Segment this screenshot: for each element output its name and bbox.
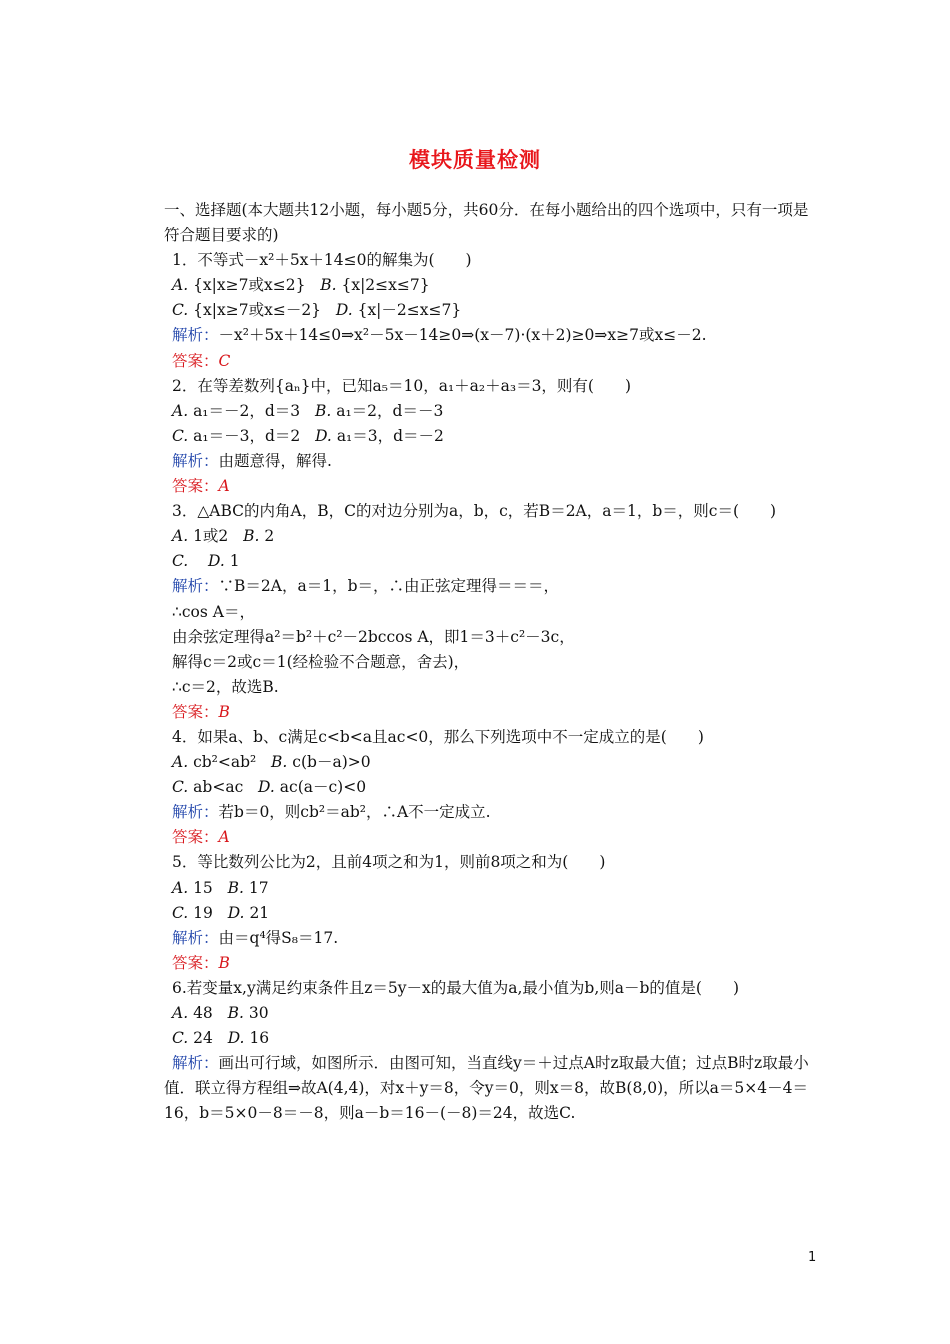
question-5-options-ab: A. 15 B. 17 bbox=[172, 878, 269, 897]
analysis-label: 解析： bbox=[172, 803, 219, 822]
question-1-options-cd: C. {x|x≥7或x≤－2} D. {x|－2≤x≤7} bbox=[172, 301, 462, 320]
answer-label: 答案： bbox=[172, 702, 219, 721]
question-3-answer: 答案：B bbox=[172, 702, 230, 721]
option-c: 19 bbox=[193, 903, 213, 922]
question-4-stem: 4．如果a、b、c满足c<b<a且ac<0，那么下列选项中不一定成立的是( ) bbox=[172, 727, 704, 746]
analysis-label: 解析： bbox=[172, 577, 219, 596]
section-intro: 一、选择题(本大题共12小题，每小题5分，共60分．在每小题给出的四个选项中，只有一项是符合题目要求的) bbox=[164, 201, 809, 245]
option-c: 24 bbox=[193, 1029, 213, 1048]
answer-label: 答案： bbox=[172, 828, 219, 847]
option-d: 16 bbox=[249, 1029, 270, 1048]
question-3-options-cd: C. D. 1 bbox=[172, 552, 240, 571]
question-list bbox=[164, 198, 820, 1126]
option-d: a₁＝3，d＝－2 bbox=[336, 426, 444, 445]
question-2-options-cd: C. a₁＝－3，d＝2 D. a₁＝3，d＝－2 bbox=[172, 426, 444, 445]
question-3-analysis-line-3: 由余弦定理得a²＝b²＋c²－2bccos A，即1＝3＋c²－3c， bbox=[172, 627, 575, 646]
answer-label: 答案： bbox=[172, 477, 219, 496]
option-a: 15 bbox=[193, 878, 213, 897]
question-3-analysis-line-2: ∴cos A＝， bbox=[172, 602, 255, 621]
option-c: a₁＝－3，d＝2 bbox=[193, 426, 301, 445]
question-2-analysis: 解析：由题意得，解得. bbox=[172, 451, 332, 470]
page-title: 模块质量检测 bbox=[409, 147, 541, 172]
option-b: 30 bbox=[248, 1004, 269, 1022]
question-5-options-cd: C. 19 D. 21 bbox=[172, 903, 270, 922]
question-1-stem: 1．不等式－x²＋5x＋14≤0的解集为( ) bbox=[172, 251, 472, 270]
question-4-analysis: 解析：若b＝0，则cb²＝ab²，∴A不一定成立. bbox=[172, 803, 491, 822]
question-6-stem: 6.若变量x,y满足约束条件且z＝5y－x的最大值为a,最小值为b,则a－b的值是( ) bbox=[172, 978, 740, 997]
option-a: a₁＝－2，d＝3 bbox=[193, 401, 301, 420]
option-a: 1或2 bbox=[193, 527, 229, 546]
option-a: {x|x≥7或x≤2} bbox=[193, 276, 306, 295]
analysis-label: 解析： bbox=[172, 326, 219, 345]
analysis-label: 解析： bbox=[172, 928, 219, 947]
question-4-options-ab: A. cb²<ab² B. c(b－a)>0 bbox=[172, 753, 371, 772]
option-b: a₁＝2，d＝－3 bbox=[336, 401, 444, 420]
option-a: cb²<ab² bbox=[193, 753, 257, 772]
question-3-analysis: 解析：∵B＝2A，a＝1，b＝，∴由正弦定理得＝＝＝， bbox=[172, 577, 559, 596]
question-2-stem: 2．在等差数列{aₙ}中，已知a₅＝10，a₁＋a₂＋a₃＝3，则有( ) bbox=[172, 376, 632, 395]
option-b: 2 bbox=[264, 527, 275, 546]
option-b: 17 bbox=[248, 878, 269, 897]
question-3-options-ab: A. 1或2 B. 2 bbox=[172, 527, 275, 546]
question-4-options-cd: C. ab<ac D. ac(a－c)<0 bbox=[172, 778, 367, 797]
option-d: 21 bbox=[249, 903, 270, 922]
analysis-label: 解析： bbox=[172, 1054, 219, 1073]
question-2-answer: 答案：A bbox=[172, 477, 230, 496]
question-5-analysis: 解析：由＝q⁴得S₈＝17. bbox=[172, 928, 339, 947]
option-c: ab<ac bbox=[193, 778, 244, 797]
analysis-label: 解析： bbox=[172, 451, 219, 470]
question-5-answer: 答案：B bbox=[172, 953, 230, 972]
question-3-stem: 3．△ABC的内角A，B，C的对边分别为a，b，c，若B＝2A，a＝1，b＝，则c＝( ) bbox=[172, 502, 777, 521]
question-3-analysis-line-4: 解得c＝2或c＝1(经检验不合题意，舍去)， bbox=[172, 652, 470, 671]
option-c: {x|x≥7或x≤－2} bbox=[193, 301, 322, 320]
question-6-options-cd: C. 24 D. 16 bbox=[172, 1029, 270, 1048]
option-b: c(b－a)>0 bbox=[292, 753, 371, 772]
question-3-analysis-line-5: ∴c＝2，故选B. bbox=[172, 677, 279, 696]
option-d: ac(a－c)<0 bbox=[279, 778, 367, 797]
answer-label: 答案： bbox=[172, 953, 219, 972]
question-4-answer: 答案：A bbox=[172, 828, 230, 847]
question-1-options-ab: A. {x|x≥7或x≤2} B. {x|2≤x≤7} bbox=[172, 276, 430, 295]
answer-label: 答案： bbox=[172, 351, 219, 370]
page-number: 1 bbox=[808, 1250, 817, 1265]
question-6-options-ab: A. 48 B. 30 bbox=[172, 1004, 269, 1022]
option-d: {x|－2≤x≤7} bbox=[357, 301, 462, 320]
question-6-analysis: 解析：画出可行域，如图所示．由图可知，当直线y＝＋过点A时z取最大值；过点B时z取最小值．联立得方程组⇒故A(4,4)，对x＋y＝8，令y＝0，则x＝8，故B(8,0)，所以a＝5×4－4＝16，b＝5×0－8＝－8，则a－b＝16－(－8)＝24，故选C. bbox=[164, 1054, 809, 1123]
option-d: 1 bbox=[229, 552, 240, 571]
question-5-stem: 5．等比数列公比为2，且前4项之和为1，则前8项之和为( ) bbox=[172, 853, 606, 872]
option-b: {x|2≤x≤7} bbox=[341, 276, 430, 295]
option-a: 48 bbox=[193, 1004, 213, 1022]
question-1-answer: 答案：C bbox=[172, 351, 231, 370]
question-2-options-ab: A. a₁＝－2，d＝3 B. a₁＝2，d＝－3 bbox=[172, 401, 444, 420]
question-1-analysis: 解析：－x²＋5x＋14≤0⇒x²－5x－14≥0⇒(x－7)·(x＋2)≥0⇒x≥7或x≤－2. bbox=[172, 326, 707, 345]
